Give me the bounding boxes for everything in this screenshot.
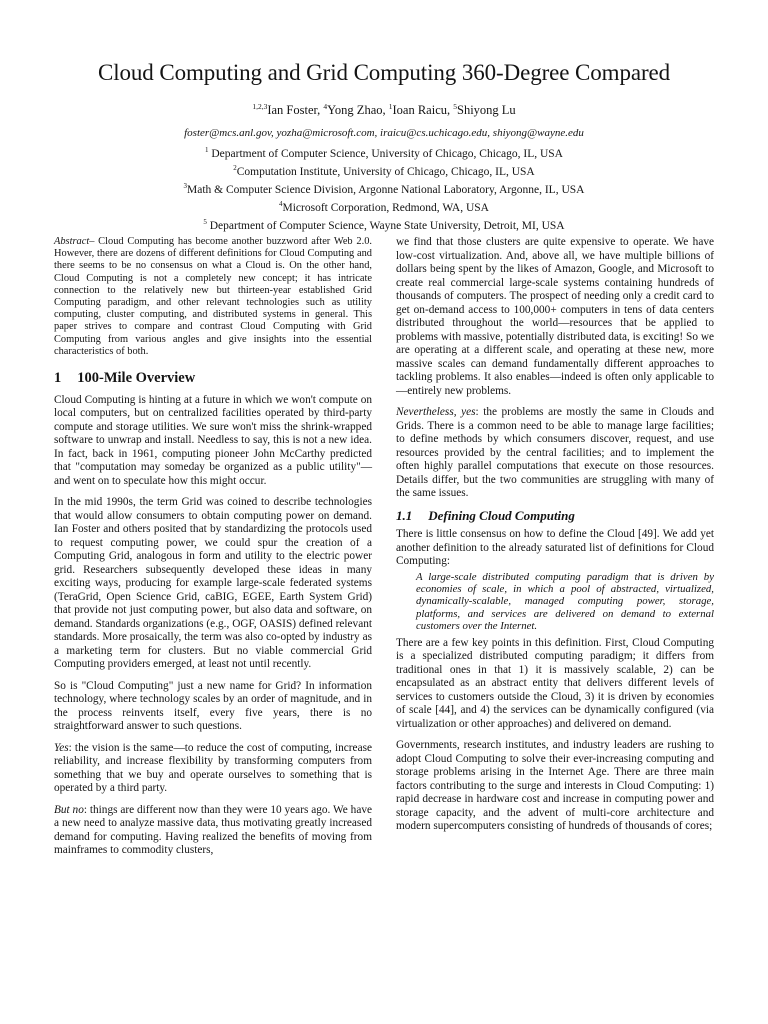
author-emails: foster@mcs.anl.gov, yozha@microsoft.com, iraicu@cs.uchicago.edu, shiyong@wayne.edu <box>184 127 584 139</box>
paragraph: In the mid 1990s, the term Grid was coined to describe technologies that would allow consumers to obtain computing power on demand. Ian Foster and others posited that by standardizing the protocols used to request computing power, we could spur the creation of a Computing Grid, analogous in form and utility to the electric power grid. Researchers subsequently developed these ideas in many exciting ways, producing for example large-scale federated systems (TeraGrid, Open Science Grid, caBIG, EGEE, Earth System Grid) that provide not just computing power, but also data and software, on demand. Standards organizations (e.g., OGF, OASIS) defined relevant standards. More prosaically, the term was also co-opted by industry as a marketing term for clusters. But no viable commercial Grid Computing providers emerged, at least not until recently. <box>54 496 372 671</box>
author: $^1$Ioan Raicu, <box>388 102 454 118</box>
subsection-heading: 1.1 Defining Cloud Computing <box>396 507 575 523</box>
affiliation: $^2$Computation Institute, University of Chicago, Chicago, IL, USA <box>233 164 535 178</box>
affiliation: $^1$ Department of Computer Science, University of Chicago, Chicago, IL, USA <box>204 146 563 160</box>
paragraph: So is "Cloud Computing" just a new name for Grid? In information technology, where technology scales by an order of magnitude, and in the process reinvents itself, every five years, there is no straightforward answer to such questions. <box>54 679 372 733</box>
section-heading: 1 100-Mile Overview <box>54 370 196 387</box>
affiliation: $^4$Microsoft Corporation, Redmond, WA, USA <box>279 200 489 214</box>
author: $^{1,2,3}$Ian Foster, <box>252 102 324 118</box>
paragraph: There are a few key points in this definition. First, Cloud Computing is a specialized distributed computing paradigm; it differs from traditional ones in that 1) it is massively scalable, 2) can be encapsulated as an abstract entity that delivers different levels of services to customers outside the Cloud, 3) it is driven by economies of scale [44], and 4) the services can be dynamically configured (via virtualization or other approaches) and delivered on demand. <box>396 636 714 730</box>
author: $^5$Shiyong Lu <box>453 102 516 118</box>
affiliation: $^5$ Department of Computer Science, Wayne State University, Detroit, MI, USA <box>203 218 565 232</box>
author-list <box>0 102 768 118</box>
affiliation: $^3$Math & Computer Science Division, Argonne National Laboratory, Argonne, IL, USA <box>183 182 585 196</box>
paragraph: Nevertheless, yes: the problems are mostly the same in Clouds and Grids. There is a common need to be able to manage large facilities; to define methods by which consumers discover, request, and use resources provided by the central facilities; and to implement the often highly parallel computations that execute on those resources. Details differ, but the two communities are struggling with many of the same issues. <box>396 406 715 499</box>
paragraph: But no: things are different now than they were 10 years ago. We have a new need to analyze massive data, thus motivating greatly increased demand for computing. Having realized the benefits of moving from mainframes to commodity clusters, <box>54 803 372 857</box>
paragraph: Cloud Computing is hinting at a future in which we won't compute on local computers, but on centralized facilities operated by third-party compute and storage utilities. We sure won't miss the shrink-wrapped software to unwrap and install. Needless to say, this is not a new idea. In fact, back in 1961, computing pioneer John McCarthy predicted that "computation may someday be organized as a public utility"—and went on to speculate how this might occur. <box>54 393 372 487</box>
paragraph: Yes: the vision is the same—to reduce the cost of computing, increase reliability, and increase flexibility by transforming computers from something that we buy and operate ourselves to something that is operated by a third party. <box>54 741 372 795</box>
definition-quote: A large-scale distributed computing paradigm that is driven by economies of scale, in which a pool of abstracted, virtualized, dynamically-scalable, managed computing power, storage, platforms, and services are delivered on demand to external customers over the Internet. <box>416 570 714 633</box>
author: $^4$Yong Zhao, <box>323 102 389 118</box>
right-column <box>396 236 714 842</box>
paragraph: Governments, research institutes, and industry leaders are rushing to adopt Cloud Computing to solve their ever-increasing computing and storage problems arising in the Internet Age. There are three main factors contributing to the surge and interests in Cloud Computing: 1) rapid decrease in hardware cost and increase in computing power and storage capacity, and the advent of multi-core architecture and modern supercomputers consisting of hundreds of thousands of cores; <box>396 739 714 833</box>
paragraph: There is little consensus on how to define the Cloud [49]. We add yet another definition to the already saturated list of definitions for Cloud Computing: <box>396 528 714 567</box>
paragraph: we find that those clusters are quite expensive to operate. We have low-cost virtualization. And, above all, we have multiple billions of dollars being spent by the likes of Amazon, Google, and Microsoft to create real commercial large-scale systems containing hundreds of thousands of computers. The prospect of needing only a credit card to get on-demand access to 100,000+ computers in tens of data centers distributed throughout the world—resources that be applied to problems with massive, potentially distributed data, is exciting! So we are operating at a different scale, and operating at these new, more massive scales can demand fundamentally different approaches to tackling problems. It also enables—indeed is often only applicable to—entirely new problems. <box>396 236 714 397</box>
paper-title: Cloud Computing and Grid Computing 360-Degree Compared <box>97 60 671 85</box>
abstract: Abstract– Cloud Computing has become another buzzword after Web 2.0. However, there are dozens of different definitions for Cloud Computing and there seems to be no consensus on what a Cloud is. On the other hand, Cloud Computing is not a completely new concept; it has intricate connection to the relatively new but thirteen-year established Grid Computing paradigm, and other relevant technologies such as utility computing, cluster computing, and distributed systems in general. This paper strives to compare and contrast Cloud Computing with Grid Computing from various angles and give insights into the essential characteristics of both. <box>54 236 372 357</box>
affiliations <box>0 143 768 233</box>
left-column <box>54 236 372 866</box>
